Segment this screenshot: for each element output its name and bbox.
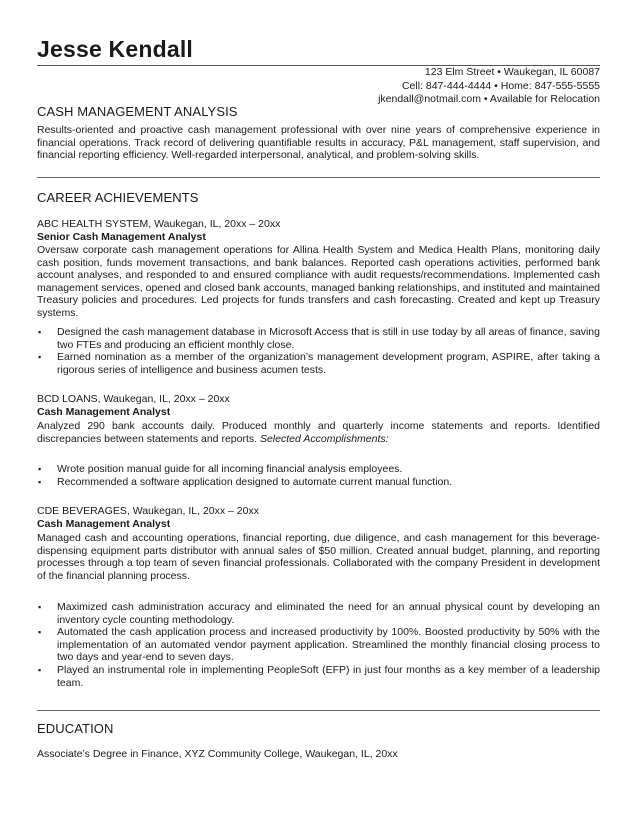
contact-phones: Cell: 847-444-4444 • Home: 847-555-5555 <box>401 79 600 92</box>
job-company: BCD LOANS, Waukegan, IL, 20xx – 20xx <box>37 393 230 405</box>
bullet-text: Earned nomination as a member of the organization’s management development program, ASPIRE, after taking a rigorous series of intelligence and business acumen tests. <box>57 351 600 376</box>
job-bullets <box>37 463 600 488</box>
selected-accomplishments-label: Selected Accomplishments: <box>259 432 389 445</box>
job-header <box>37 505 600 530</box>
bullet-text: Maximized cash administration accuracy and eliminated the need for an annual physical count by developing an inventory cycle counting methodology. <box>57 601 600 626</box>
bullet-text: Wrote position manual guide for all incoming financial analysis employees. <box>57 463 403 475</box>
education-heading: EDUCATION <box>37 721 114 736</box>
bullet-text: Designed the cash management database in Microsoft Access that is still in use today by all areas of finance, saving two FTEs and producing an efficient monthly close. <box>57 326 600 351</box>
list-item <box>37 326 600 351</box>
list-item <box>37 476 600 489</box>
job-company: ABC HEALTH SYSTEM, Waukegan, IL, 20xx – 20xx <box>37 218 281 230</box>
job-title: Cash Management Analyst <box>37 517 171 530</box>
bullet-icon: ▪ <box>38 352 42 363</box>
job-header <box>37 393 600 418</box>
bullet-icon: ▪ <box>38 327 42 337</box>
bullet-icon: ▪ <box>38 602 42 612</box>
contact-email: jkendall@notmail.com • Available for Relocation <box>378 93 600 105</box>
achievements-heading: CAREER ACHIEVEMENTS <box>37 190 199 205</box>
summary-text: Results-oriented and proactive cash management professional with over nine years of comprehensive experience in financial operations. Track record of delivering quantifiable results in accuracy, P&L management, staff supervision, and financial reporting efficiency. Well-regarded interpersonal, analytical, and problem-solving skills. <box>37 124 600 162</box>
bullet-icon: ▪ <box>38 627 42 638</box>
contact-block <box>378 66 600 107</box>
job-bullets <box>37 326 600 376</box>
section-divider <box>37 177 600 178</box>
job-description-text: Analyzed 290 bank accounts daily. Produced monthly and quarterly income statements and reports. Identified discrepancies between statements and reports. <box>37 420 600 445</box>
summary-heading: CASH MANAGEMENT ANALYSIS <box>37 104 238 119</box>
job-description <box>37 420 600 445</box>
job-header <box>37 218 600 243</box>
education-text: Associate’s Degree in Finance, XYZ Community College, Waukegan, IL, 20xx <box>37 748 398 760</box>
job-bullets <box>37 601 600 689</box>
job-title: Cash Management Analyst <box>37 405 171 418</box>
candidate-name: Jesse Kendall <box>37 36 194 62</box>
list-item <box>37 463 600 476</box>
section-divider <box>37 710 600 711</box>
bullet-text: Automated the cash application process and increased productivity by 100%. Boosted productivity by 50% with the implementation of an automated vendor payment application. Streamlined the monthly financial closing process to two days and year-end to seven days. <box>57 626 600 664</box>
job-description: Managed cash and accounting operations, financial reporting, due diligence, and cash management for this beverage-dispensing equipment parts distributor with annual sales of $50 million. Created annual budget, planning, and reporting processes through a top team of seven financial professionals. Collaborated with the company President in development of the financial planning process. <box>37 532 600 582</box>
job-company: CDE BEVERAGES, Waukegan, IL, 20xx – 20xx <box>37 505 259 517</box>
bullet-icon: ▪ <box>38 664 42 675</box>
bullet-text: Played an instrumental role in implementing PeopleSoft (EFP) in just four months as a key member of a leadership team. <box>57 663 600 689</box>
contact-address: 123 Elm Street • Waukegan, IL 60087 <box>424 66 600 78</box>
list-item <box>37 626 600 664</box>
list-item <box>37 351 600 376</box>
job-title: Senior Cash Management Analyst <box>37 230 206 243</box>
bullet-text: Recommended a software application designed to automate current manual function. <box>57 475 453 488</box>
job-description: Oversaw corporate cash management operations for Allina Health System and Medica Health Plans, monitoring daily cash position, funds movement transactions, and bank balances. Reported cash operations activities, performed bank account analyses, and responded to and ensured compliance with audit requests/recommendations. Implemented cash management services, opened and closed bank accounts, managed banking relationships, and instituted and maintained Treasury policies and procedures. Led projects for funds transfers and cash forecasting. Created and kept up Treasury systems. <box>37 244 600 319</box>
list-item <box>37 601 600 626</box>
list-item <box>37 664 600 689</box>
bullet-icon: ▪ <box>38 476 42 487</box>
bullet-icon: ▪ <box>38 464 42 474</box>
